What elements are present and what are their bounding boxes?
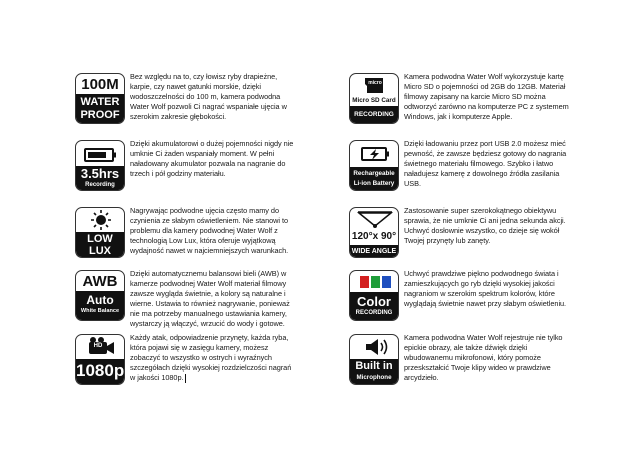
auto-white-balance-icon: AWB Auto White Balance xyxy=(75,270,125,321)
feature-description: Nagrywając podwodne ujęcia często mamy do czynienia ze słabym oświetleniem. Nie stanowi to problemu dla kamery podwodnej Water Wolf z technologią Low Lux, która oferuje wyjątkową wydajność nawet w najciemniejszych warunkach. xyxy=(130,206,289,256)
wide-angle-icon: 120°x 90° WIDE ANGLE xyxy=(349,207,399,258)
feature-description: Kamera podwodna Water Wolf wykorzystuje kartę Micro SD o pojemności od 2GB do 12GB. Materiał filmowy zapisany na karcie Micro SD można odtworzyć zarówno na komputerze PC z systemem Windows, jak i komputerze Apple. xyxy=(404,72,569,122)
feature-description: Każdy atak, odpowiadzenie przynęty, każda ryba, która pojawi się w zasięgu kamery, możesz zobaczyć to wszystko w ostrych i wyraźnych szczegółach dzięki wysokiej rozdzielczości nagrań w jakości 1080p. xyxy=(130,333,292,383)
feature-description: Dzięki ładowaniu przez port USB 2.0 możesz mieć pewność, że zawsze będziesz gotowy do nagrania świetnego materiału filmowego. Szybko i łatwo naładujesz kamerę z dowolnego źródła zasilania USB. xyxy=(404,139,567,189)
color-recording-icon: Color RECORDING xyxy=(349,270,399,321)
hd-1080p-icon: HD 1080p xyxy=(75,334,125,385)
feature-description: Kamera podwodna Water Wolf rejestruje nie tylko epickie obrazy, ale także dźwięk dzięki wbudowanemu mikrofonowi, który pomoże przeskształcić Twoje klipy wideo w prawdziwe arcydzieło. xyxy=(404,333,563,383)
text-cursor xyxy=(185,374,186,383)
low-lux-icon: LOW LUX xyxy=(75,207,125,258)
micro-sd-icon: micro Micro SD Card RECORDING xyxy=(349,73,399,124)
feature-description: Dzięki akumulatorowi o dużej pojemności nigdy nie umknie Ci żaden wspaniały moment. W pełni naładowany akumulator pozwala na nagranie do trzech i pół godziny materiału. xyxy=(130,139,294,179)
feature-description: Zastosowanie super szerokokątnego obiektywu sprawia, że nie umknie Ci ani jedna sekunda akcji. Uchwyć dosłownie wszystko, co dzieje się wokół Twojej przynęty lub zanęty. xyxy=(404,206,566,246)
feature-description: Uchwyć prawdziwe piękno podwodnego świata i zamieszkujących go ryb dzięki wysokiej jakości nagraniom w szerokim spektrum kolorów, które wyglądają świetnie nawet przy słabym oświetleniu. xyxy=(404,269,567,309)
water-proof-icon: 100M WATER PROOF xyxy=(75,73,125,124)
rechargeable-battery-icon: Rechargeable Li-ion Battery xyxy=(349,140,399,191)
feature-description: Bez względu na to, czy łowisz ryby drapieżne, karpie, czy nawet gatunki morskie, dzięki wodoszczelności do 100 m, kamera podwodna Water Wolf pozwoli Ci nagrać wspaniałe ujęcia w szerokim zakresie głębokości. xyxy=(130,72,287,122)
battery-icon: 3.5hrs Recording xyxy=(75,140,125,191)
built-in-microphone-icon: Built in Microphone xyxy=(349,334,399,385)
feature-description: Dzięki automatycznemu balansowi bieli (AWB) w kamerze podwodnej Water Wolf materiał filmowy zawsze wygląda świetnie, a kolory są naturalne i wierne. Ustawia to również nagrywanie, ponieważ nie ma potrzeby manualnego ustawiania kamery, wystarczy ją włączyć, wrzucić do wody i gotowe. xyxy=(130,269,290,329)
